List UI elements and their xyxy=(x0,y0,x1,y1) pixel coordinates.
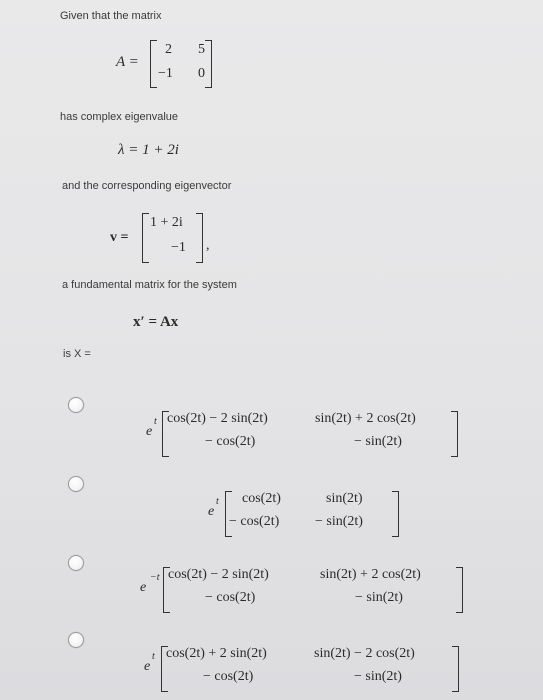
option-exp-base: e xyxy=(144,659,151,674)
eigenvector-name: v = xyxy=(110,230,129,245)
answer-label: is X = xyxy=(63,348,91,360)
option-radio[interactable] xyxy=(68,632,84,648)
matrix-right-bracket xyxy=(456,567,463,613)
option-exp-base: e xyxy=(146,424,153,439)
matrix-a-cell: −1 xyxy=(158,66,173,81)
matrix-cell: − cos(2t) xyxy=(205,590,256,605)
option-exponent: −t xyxy=(150,572,160,583)
system-equation: x′ = Ax xyxy=(133,314,179,330)
matrix-a-cell: 2 xyxy=(165,42,172,57)
matrix-cell: sin(2t) + 2 cos(2t) xyxy=(315,411,416,426)
option-radio[interactable] xyxy=(68,476,84,492)
eigenvalue-intro: has complex eigenvalue xyxy=(60,111,179,123)
matrix-cell: − cos(2t) xyxy=(203,669,254,684)
eigenvector-intro: and the corresponding eigenvector xyxy=(62,180,232,192)
question-intro: Given that the matrix xyxy=(60,10,162,22)
eigenvector-right-bracket xyxy=(196,213,203,263)
eigenvector-cell: −1 xyxy=(171,240,186,255)
matrix-cell: cos(2t) − 2 sin(2t) xyxy=(168,567,269,582)
matrix-cell: cos(2t) + 2 sin(2t) xyxy=(166,646,267,661)
matrix-cell: cos(2t) − 2 sin(2t) xyxy=(167,411,268,426)
eigenvector-cell: 1 + 2i xyxy=(150,215,183,230)
option-radio[interactable] xyxy=(68,555,84,571)
matrix-a-cell: 5 xyxy=(198,42,205,57)
matrix-cell: sin(2t) xyxy=(326,491,363,506)
eigenvector-left-bracket xyxy=(142,213,149,263)
matrix-a-left-bracket xyxy=(150,40,157,88)
matrix-cell: − cos(2t) xyxy=(205,434,256,449)
eigenvalue: λ = 1 + 2i xyxy=(118,142,179,158)
eigenvector-trail: , xyxy=(206,238,210,253)
option-exp-base: e xyxy=(208,504,215,519)
matrix-cell: − cos(2t) xyxy=(229,514,280,529)
matrix-a-name: A = xyxy=(116,54,139,70)
matrix-a-cell: 0 xyxy=(198,66,205,81)
option-exponent: t xyxy=(154,416,157,427)
option-exp-base: e xyxy=(140,580,147,595)
matrix-cell: − sin(2t) xyxy=(315,514,363,529)
matrix-right-bracket xyxy=(452,646,459,692)
matrix-a-right-bracket xyxy=(205,40,212,88)
system-intro: a fundamental matrix for the system xyxy=(62,279,237,291)
matrix-cell: sin(2t) − 2 cos(2t) xyxy=(314,646,415,661)
matrix-cell: cos(2t) xyxy=(242,491,281,506)
option-exponent: t xyxy=(216,496,219,507)
matrix-right-bracket xyxy=(392,491,399,537)
option-radio[interactable] xyxy=(68,397,84,413)
option-exponent: t xyxy=(152,651,155,662)
matrix-cell: − sin(2t) xyxy=(354,669,402,684)
matrix-right-bracket xyxy=(451,411,458,457)
matrix-cell: − sin(2t) xyxy=(355,590,403,605)
matrix-cell: sin(2t) + 2 cos(2t) xyxy=(320,567,421,582)
matrix-cell: − sin(2t) xyxy=(354,434,402,449)
